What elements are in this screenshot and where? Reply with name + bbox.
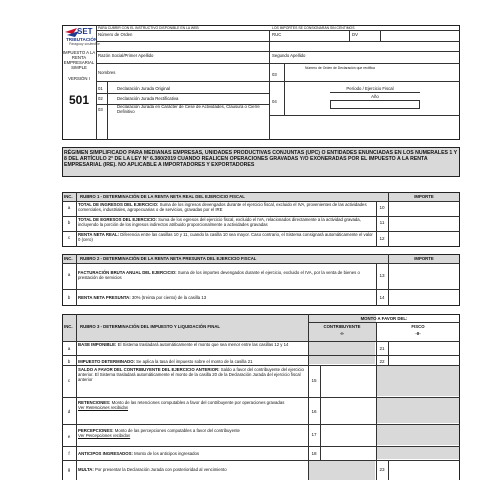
option-01-code: 01 xyxy=(98,86,103,91)
option-03-label[interactable]: Declaración Jurada en Carácter de Cese de Actividades, Clausura o Cierre Definitivo xyxy=(117,104,260,115)
rubro3-row-d-text xyxy=(78,400,306,410)
form-header xyxy=(62,25,460,140)
rubro1-row-b-desc: Suma de los egresos del ejercicio fiscal, excluido el IVA, relacionados directamente a la actividad gravada, incluyendo la porción de los ingresos indirectos atribuido proporcionalmente a actividades gravadas xyxy=(78,217,361,228)
rubro3-row-c-letter: c xyxy=(67,378,71,383)
rubro1-row-b-text xyxy=(78,217,374,227)
order-number-label: Número de Orden xyxy=(98,32,133,37)
rubro1-input-11[interactable] xyxy=(388,216,460,231)
rubro3-row-f-letter: f xyxy=(68,451,70,456)
rubro3-row-d-desc: Monto de las retenciones computables a favor del contribuyente por operaciones gravadas xyxy=(110,400,285,405)
second-surname-label: Segundo Apellido xyxy=(272,53,306,58)
rubro1-row-b-letter: b xyxy=(67,220,71,225)
rubro2-input-13[interactable] xyxy=(388,263,460,289)
rubro3-row-g-text xyxy=(78,467,306,472)
rubro1-row-b-bold: TOTAL DE EGRESOS DEL EJERCICIO: xyxy=(78,217,157,222)
rubro3-row-f-bold: ANTICIPOS INGRESADOS: xyxy=(78,451,133,456)
rubro3-box-21: 21 xyxy=(379,346,385,351)
rubro3-input-18[interactable] xyxy=(320,446,376,460)
rubro1-box-11: 11 xyxy=(379,220,385,225)
rubro3-row-g-letter: g xyxy=(67,467,71,472)
field-04-code: 04 xyxy=(272,99,277,104)
rubro1-amount-header: IMPORTE xyxy=(414,194,434,199)
rubro3-box-15: 15 xyxy=(311,378,317,383)
rubro2-row-b-desc: 30% (treinta por ciento) de la casilla 13 xyxy=(130,295,207,300)
rubro3-title: RUBRO 3 - DETERMINACIÓN DEL IMPUESTO Y LIQUIDACIÓN FINAL xyxy=(80,324,221,329)
rubro1-row-c-desc: Diferencia entre las casillas 10 y 11, cuando la casilla 10 sea mayor. Caso contrario, el Sistema consignará automáticamente el valor 0 (cero) xyxy=(78,232,373,243)
rubro3-row-e-bold: PERCEPCIONES: xyxy=(78,428,114,433)
rubro2-row-a-text xyxy=(78,270,374,280)
rubro2-title: RUBRO 2 - DETERMINACIÓN DE LA RENTA NETA PRESUNTA DEL EJERCICIO FISCAL xyxy=(80,256,257,261)
rubro2-row-a-bold: FACTURACIÓN BRUTA ANUAL DEL EJERCICIO: xyxy=(78,270,177,275)
rubro1-box-10: 10 xyxy=(379,205,385,210)
rubro1-title: RUBRO 1 - DETERMINACIÓN DE LA RENTA NETA REAL DEL EJERCICIO FISCAL xyxy=(80,194,245,199)
rubro3-row-e-letter: e xyxy=(67,434,71,439)
rubro3-input-15[interactable] xyxy=(320,365,376,397)
rubro2-row-a-desc: Suma de los importes devengados durante el ejercicio, excluido el IVA, por la venta de bienes o prestación de servicios xyxy=(78,270,360,281)
rubro3-row-c-bold: SALDO A FAVOR DEL CONTRIBUYENTE DEL EJERCICIO ANTERIOR: xyxy=(78,367,220,372)
rubro3-row-g-desc: Por presentar la Declaración Jurada con posterioridad al vencimiento xyxy=(93,467,227,472)
rubro3-inc-label: INC. xyxy=(64,324,73,329)
rubro3-box-16: 16 xyxy=(311,409,317,414)
option-02-code: 02 xyxy=(98,96,103,101)
rubro1-row-c-bold: RENTA NETA REAL: xyxy=(78,232,120,237)
rubro3-contributor-header: CONTRIBUYENTE xyxy=(323,324,361,329)
rubro2-inc-label: INC. xyxy=(64,256,73,261)
rubro1-row-c-text xyxy=(78,232,374,242)
rubro3-input-17[interactable] xyxy=(320,424,376,446)
rubro1-row-a-bold: TOTAL DE INGRESOS DEL EJERCICIO: xyxy=(78,202,159,207)
ruc-label: RUC xyxy=(272,32,282,37)
rubro1-row-a-letter: a xyxy=(67,205,71,210)
amounts-note: LOS IMPORTES SE CONSIGNARÁN SIN CÉNTIMOS xyxy=(272,26,355,30)
rubro3-row-a-bold: BASE IMPONIBLE: xyxy=(78,342,117,347)
rubro1-input-10[interactable] xyxy=(388,201,460,216)
rubro3-retentions-link[interactable]: Ver Retenciones recibidas xyxy=(78,405,128,411)
rubro2-row-a-letter: a xyxy=(67,272,71,277)
rubro3-amount-in-favor: MONTO A FAVOR DEL: xyxy=(360,316,408,321)
year-label: Año xyxy=(371,94,379,99)
rubro1-box-12: 12 xyxy=(379,236,385,241)
rubro3-row-d-bold: RETENCIONES: xyxy=(78,400,111,405)
rubro1-input-12[interactable] xyxy=(388,231,460,247)
rubro3-treasury-header: FISCO xyxy=(411,324,425,329)
rubro3-row-e-desc: Monto de las percepciones computables a favor del contribuyente xyxy=(113,428,240,433)
rubro3-treasury-code: -II- xyxy=(415,331,421,336)
rubro3-input-16[interactable] xyxy=(320,397,376,424)
rubro1-row-a-desc: Suma de los ingresos devengados durante el ejercicio fiscal, excluido el IVA, provenientes de las actividades comerciales, industriales, agropecuarias o de servicios, gravadas por el IRE xyxy=(78,202,367,213)
rubro1-row-c-letter: c xyxy=(67,235,71,240)
rubro3-input-22[interactable] xyxy=(388,355,460,365)
rubro2-amount-header: IMPORTE xyxy=(414,256,434,261)
rubro2-box-13: 13 xyxy=(379,273,385,278)
rubro2-row-b-text xyxy=(78,295,374,300)
field-03-code: 03 xyxy=(272,72,277,77)
option-02-label[interactable]: Declaración Jurada Rectificativa xyxy=(117,96,179,101)
rubro3-box-17: 17 xyxy=(311,432,317,437)
rubro3-input-21[interactable] xyxy=(388,341,460,355)
rubro3-contributor-code: -I- xyxy=(339,331,345,336)
rubro3-row-a-letter: a xyxy=(67,346,71,351)
form-version: VERSIÓN I xyxy=(68,76,90,81)
rubro1-row-a-text xyxy=(78,202,374,212)
rubro3-row-a-desc: El Sistema trasladará automáticamente el monto que sea menor entre las casillas 12 y 14 xyxy=(116,342,289,347)
form-title: IMPUESTO A LA RENTA EMPRESARIAL SIMPLE xyxy=(62,50,96,71)
dv-label: DV xyxy=(352,32,358,37)
instructions-note: PARA CUBRIR CON EL INSTRUCTIVO DISPONIBLE EN LA WEB xyxy=(98,26,199,30)
logo-text: SET xyxy=(77,27,93,36)
rubro3-row-g-bold: MULTA: xyxy=(78,467,94,472)
rubro3-row-e-text xyxy=(78,428,306,438)
rubro2-row-b-bold: RENTA NETA PRESUNTA: xyxy=(78,295,131,300)
logo-subtitle: TRIBUTACIÓN xyxy=(66,37,98,42)
rubro2-box-14: 14 xyxy=(379,295,385,300)
form-number: 501 xyxy=(68,93,90,107)
rubro3-box-23: 23 xyxy=(379,467,385,472)
set-logo xyxy=(63,26,100,48)
option-01-label[interactable]: Declaración Jurada Original xyxy=(117,86,171,91)
fiscal-year-input[interactable] xyxy=(330,100,420,109)
rubro1-inc-label: INC. xyxy=(64,194,73,199)
rubro3-perceptions-link[interactable]: Ver Percepciones recibidas xyxy=(78,433,131,439)
logo-tagline: Paraguay sostenible xyxy=(69,42,100,46)
rectified-order-label: Número de Orden de Declaración que rectifica xyxy=(305,66,375,70)
rubro3-row-b-text xyxy=(78,359,306,364)
rubro3-box-18: 18 xyxy=(311,451,317,456)
period-label: Período / Ejercicio Fiscal xyxy=(346,86,394,91)
rubro3-row-b-letter: b xyxy=(67,359,71,364)
names-label: Nombres xyxy=(98,70,116,75)
rubro3-row-f-text xyxy=(78,451,306,456)
rubro3-row-b-desc: Se aplica la tasa del impuesto sobre el monto de la casilla 21 xyxy=(134,359,253,364)
rubro2-row-b-letter: b xyxy=(67,295,71,300)
business-name-label: Razón Social/Primer Apellido xyxy=(98,53,154,58)
rubro3-row-c-desc: Saldo a favor del contribuyente del ejercicio anterior. El Sistema trasladará automáticamente el monto de la casilla 20 de la Declaración Jurada del ejercicio fiscal anterior xyxy=(78,367,304,383)
rubro3-row-f-desc: Monto de los anticipos ingresados xyxy=(132,451,200,456)
rubro3-row-b-bold: IMPUESTO DETERMINADO: xyxy=(78,359,135,364)
option-03-code: 03 xyxy=(98,107,103,112)
rubro3-box-22: 22 xyxy=(379,359,385,364)
regime-notice: RÉGIMEN SIMPLIFICADO PARA MEDIANAS EMPRESAS, UNIDADES PRODUCTIVAS CONJUNTAS (UPC) O ENTIDADES ENUNCIADAS EN LOS NUMERALES 1 Y 8 DEL ARTÍCULO 2° DE LA LEY N° 6.380/2019 CUANDO REALICEN OPERACIONES GRAVADAS Y/O EXONERADAS POR EL IMPUESTO A LA RENTA EMPRESARIAL (IRE). NO APLICABLE A IMPORTADORES Y EXPORTADORES xyxy=(64,150,458,169)
rubro3-row-a-text xyxy=(78,342,306,347)
rubro3-input-23[interactable] xyxy=(388,460,460,480)
rubro3-row-d-letter: d xyxy=(67,409,71,414)
rubro3-row-c-text xyxy=(78,367,306,382)
rubro2-input-14[interactable] xyxy=(388,289,460,306)
